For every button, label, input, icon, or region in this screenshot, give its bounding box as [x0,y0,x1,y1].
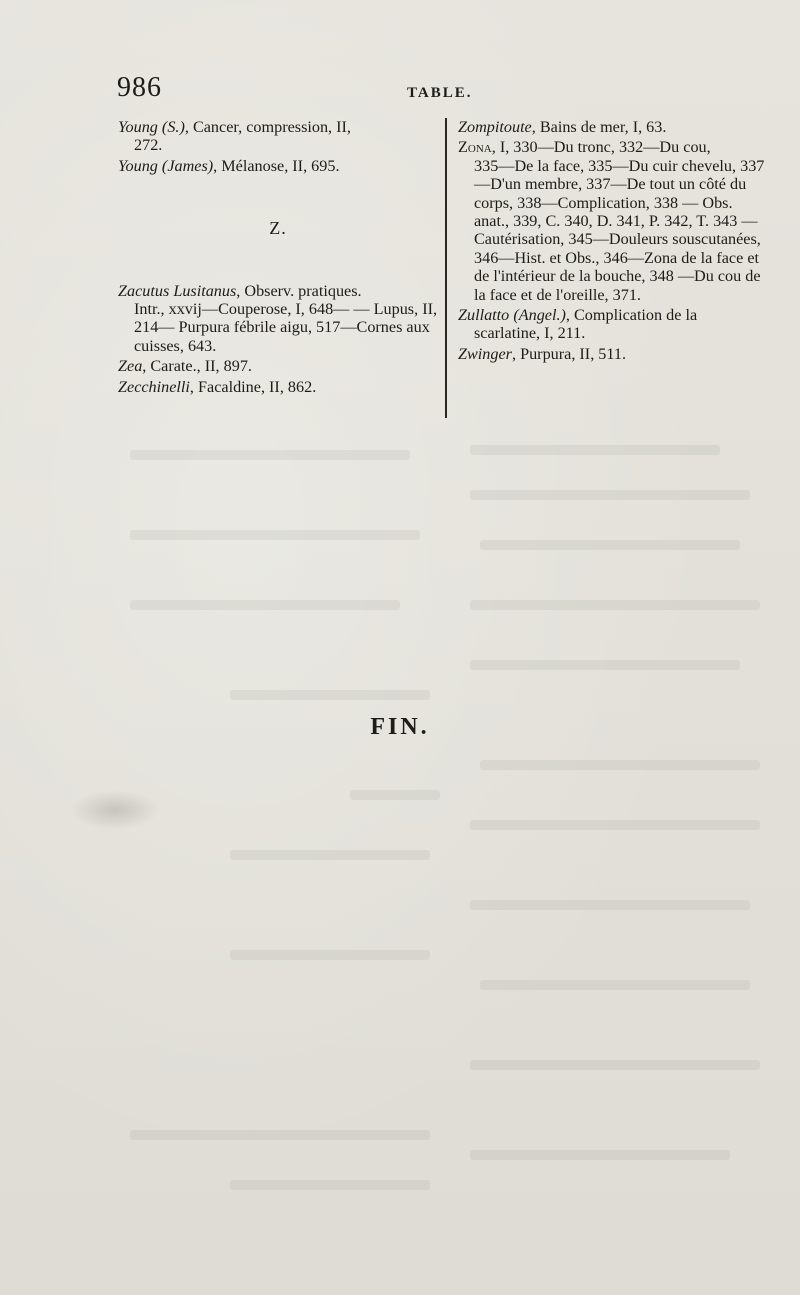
ink-smudge [70,790,160,830]
entry-headword: Zwinger [458,344,512,363]
index-entry [118,282,438,356]
entry-text: , Facaldine, II, 862. [189,377,317,396]
entry-continuation: 272. [134,136,163,155]
index-entry [118,118,438,155]
running-head: TABLE. [407,85,473,101]
index-entry [118,357,438,375]
entry-continuation: Intr., xxvij—Couperose, I, 648— — Lupus, II, 214— Purpura fébrile aigu, 517—Cornes aux cuisses, 643. [134,300,438,355]
index-entry [458,138,768,304]
entry-headword: Young (S.) [118,118,185,136]
entry-headword: Young (James) [118,156,214,175]
entry-headword: Zacutus Lusitanus [118,281,237,300]
entry-continuation: scarlatine, I, 211. [474,324,586,343]
index-entry [458,118,768,136]
index-entry [458,345,768,363]
entry-text: , Cancer, compression, II, [184,118,351,136]
column-divider [445,118,447,418]
index-entry [118,157,438,175]
entry-text: , Bains de mer, I, 63. [531,118,667,136]
entry-headword: Zullatto (Angel.) [458,306,566,325]
entry-headword: Zona [458,138,492,157]
index-entry [118,378,438,396]
entry-text: , Complication de la [565,306,698,325]
entry-text: , I, 330—Du tronc, 332—Du cou, [491,138,711,157]
right-column [458,118,768,365]
left-column [118,118,438,398]
entry-headword: Zecchinelli [118,377,190,396]
index-entry [458,306,768,343]
page-number: 986 [117,72,162,103]
entry-continuation: 335—De la face, 335—Du cuir chevelu, 337—D'un membre, 337—De tout un côté du corps, 338—Complication, 338 — Obs. anat., 339, C. 340, D. 341, P. 342, T. 343 — Cautérisation, 345—Douleurs souscutanées, 346—Hist. et Obs., 346—Zona de la face et de l'intérieur de la bouche, 348 —Du cou de la face et de l'oreille, 371. [474,156,765,304]
entry-text: , Purpura, II, 511. [511,344,627,363]
entry-headword: Zea [118,357,143,376]
section-letter: Z. [269,218,287,239]
entry-text: , Mélanose, II, 695. [213,156,340,175]
entry-text: , Carate., II, 897. [142,357,252,376]
entry-headword: Zompitoute [458,118,532,136]
end-mark: FIN. [370,714,430,740]
entry-text: , Observ. pratiques. [236,281,362,300]
